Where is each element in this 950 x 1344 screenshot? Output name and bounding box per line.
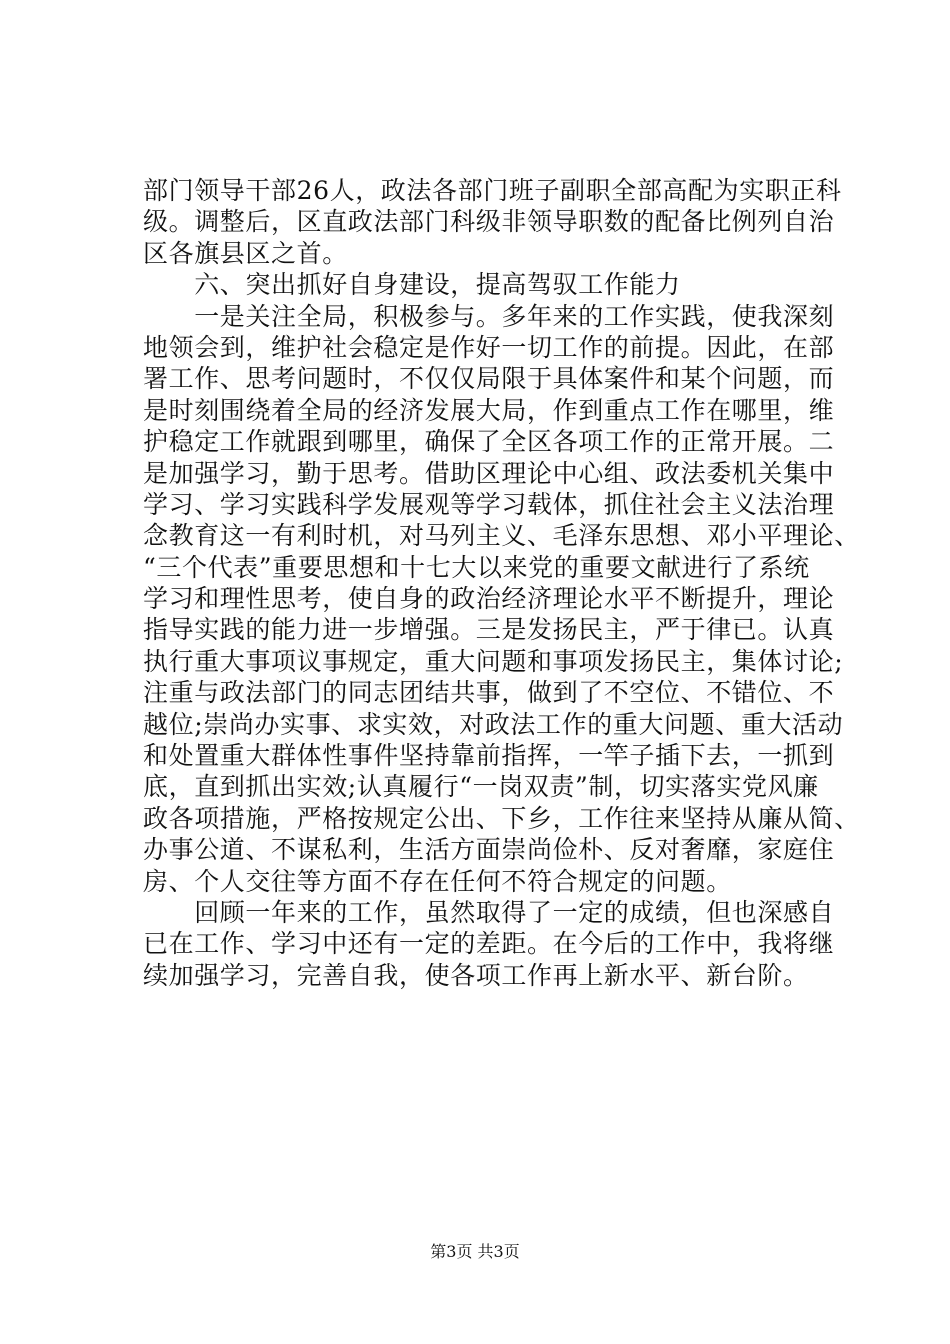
text-line: 级。调整后，区直政法部门科级非领导职数的配备比例列自治 [143,207,835,237]
text-line: 底，直到抓出实效;认真履行“一岗双责”制，切实落实党风廉 [143,772,819,802]
text-line: 已在工作、学习中还有一定的差距。在今后的工作中，我将继 [143,929,835,959]
text-line: 回顾一年来的工作，虽然取得了一定的成绩，但也深感自 [143,897,835,927]
text-line: 护稳定工作就跟到哪里，确保了全区各项工作的正常开展。二 [143,427,835,457]
body-text [143,175,860,991]
text-line: 注重与政法部门的同志团结共事，做到了不空位、不错位、不 [143,678,835,708]
text-line: 区各旗县区之首。 [143,238,348,268]
text-line: 办事公道、不谋私利，生活方面崇尚俭朴、反对奢靡，家庭住 [143,835,835,865]
text-line: 政各项措施，严格按规定公出、下乡，工作往来坚持从廉从简、 [143,803,860,833]
page-number-footer: 第3页 共3页 [430,1242,520,1261]
text-line: 署工作、思考问题时，不仅仅局限于具体案件和某个问题，而 [143,364,835,394]
text-line: 和处置重大群体性事件坚持靠前指挥，一竿子插下去，一抓到 [143,741,835,771]
text-line: 执行重大事项议事规定，重大问题和事项发扬民主，集体讨论; [143,646,844,676]
text-line: 房、个人交往等方面不存在任何不符合规定的问题。 [143,866,732,896]
text-line: 越位;崇尚办实事、求实效，对政法工作的重大问题、重大活动 [143,709,844,739]
text-line: 是时刻围绕着全局的经济发展大局，作到重点工作在哪里，维 [143,395,835,425]
section-heading: 六、突出抓好自身建设，提高驾驭工作能力 [143,270,681,300]
text-line: 学习和理性思考，使自身的政治经济理论水平不断提升，理论 [143,584,835,614]
text-line: 指导实践的能力进一步增强。三是发扬民主，严于律已。认真 [143,615,835,645]
text-line: “三个代表”重要思想和十七大以来党的重要文献进行了系统 [143,552,810,582]
text-line: 续加强学习，完善自我，使各项工作再上新水平、新台阶。 [143,960,809,990]
text-line: 学习、学习实践科学发展观等学习载体，抓住社会主义法治理 [143,489,835,519]
text-line: 地领会到，维护社会稳定是作好一切工作的前提。因此，在部 [143,332,835,362]
text-line: 是加强学习，勤于思考。借助区理论中心组、政法委机关集中 [143,458,835,488]
text-line: 部门领导干部26人，政法各部门班子副职全部高配为实职正科 [143,176,842,205]
text-line: 一是关注全局，积极参与。多年来的工作实践，使我深刻 [143,301,835,331]
text-line: 念教育这一有利时机，对马列主义、毛泽东思想、邓小平理论、 [143,521,860,551]
